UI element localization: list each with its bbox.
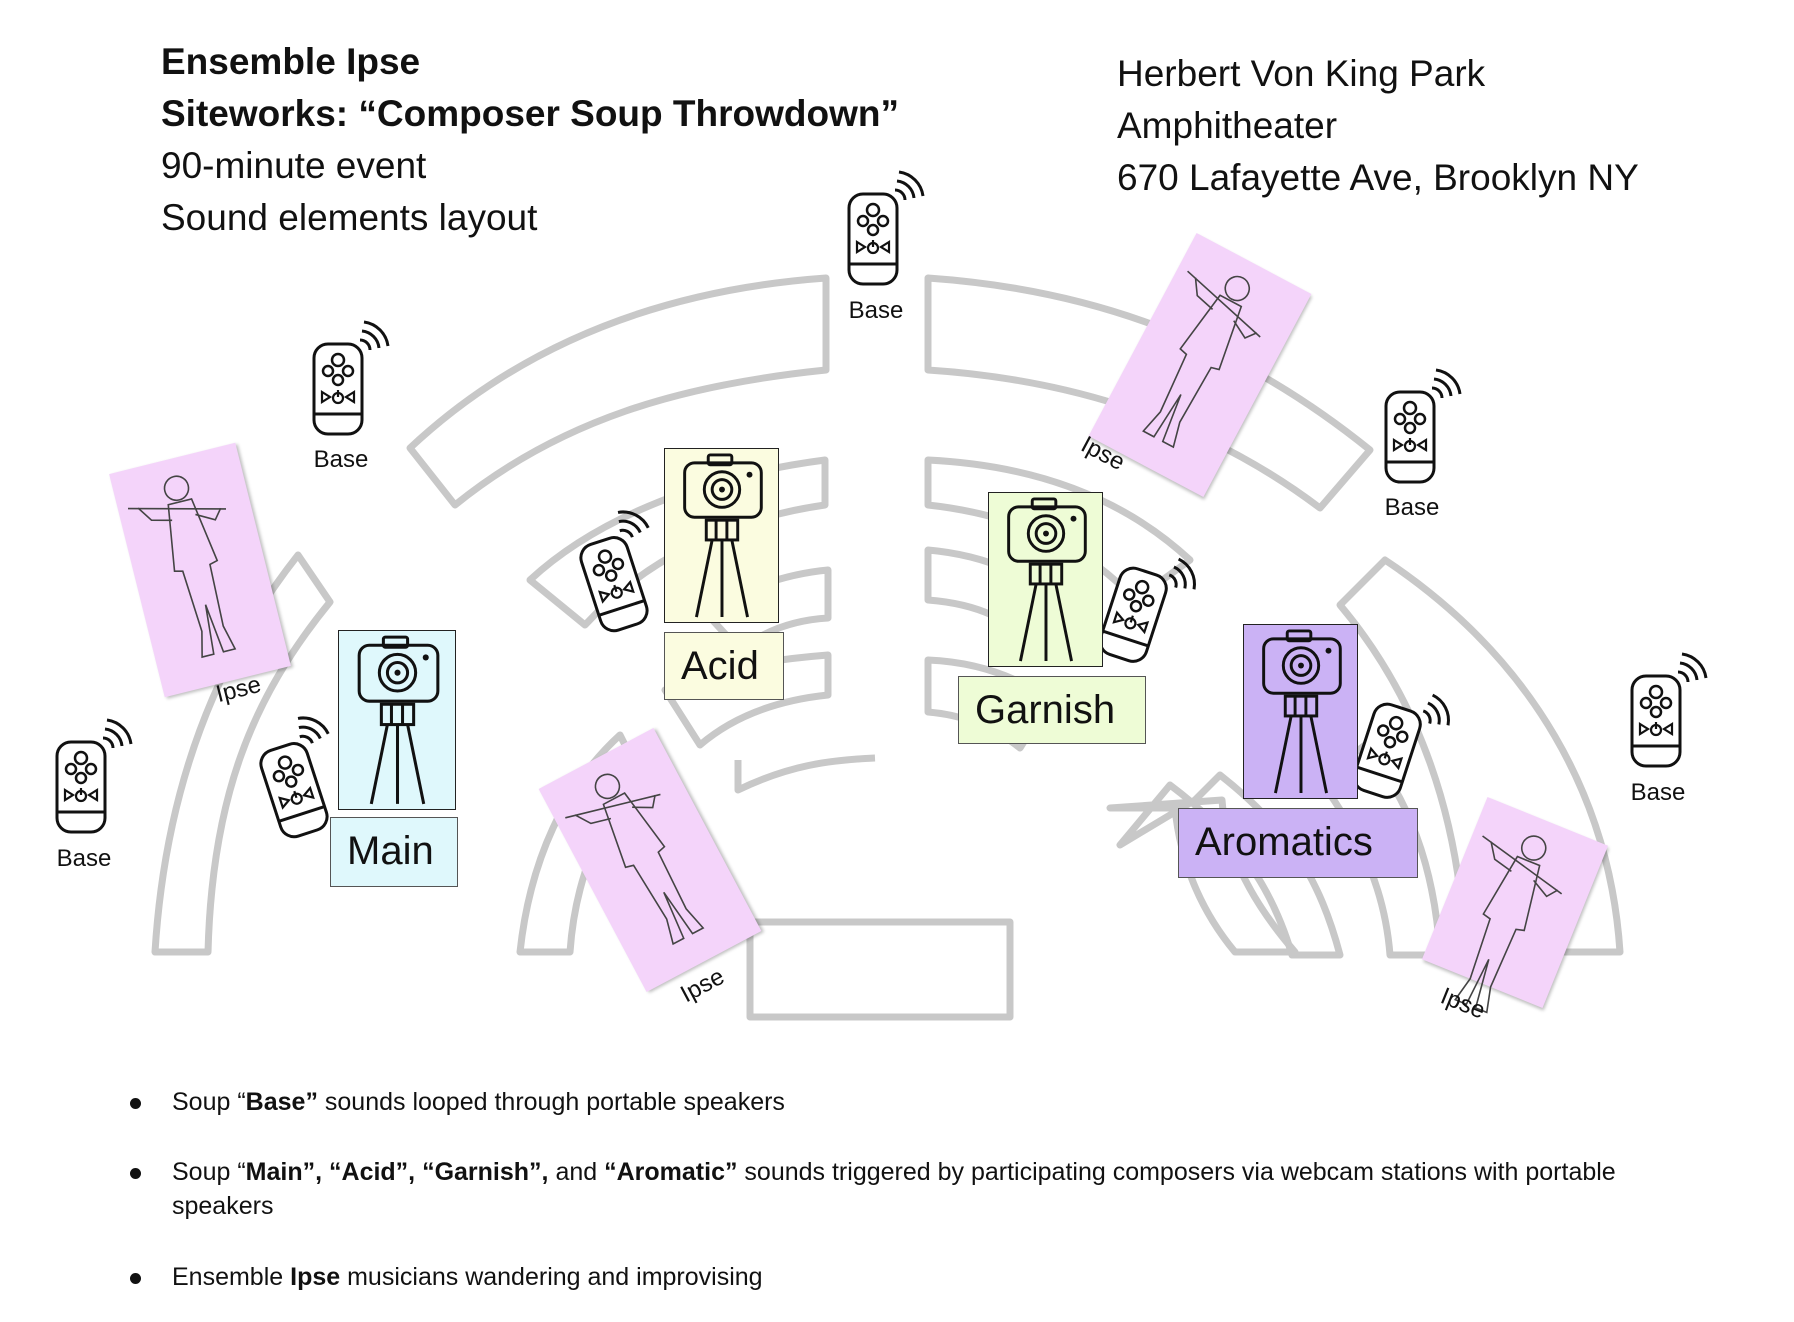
base-speaker-left	[53, 716, 133, 836]
base-speaker-label: Base	[1384, 494, 1440, 521]
header-event-title: Siteworks: “Composer Soup Throwdown”	[161, 93, 899, 134]
speaker-icon	[1382, 366, 1462, 486]
ipse-label: Ipse	[213, 670, 264, 709]
note-text: Soup “Main”, “Acid”, “Garnish”, and “Aromatic” sounds triggered by participating composers via webcam stations with portable speakers	[172, 1158, 1616, 1220]
station-label-acid: Acid	[664, 632, 784, 700]
webcam-tripod-icon	[1244, 625, 1357, 798]
webcam-station-acid	[664, 448, 779, 623]
base-speaker-upper-right	[1382, 366, 1462, 486]
stage-block	[750, 922, 1010, 1017]
ipse-label: Ipse	[1436, 982, 1489, 1025]
webcam-station-garnish	[988, 492, 1103, 667]
speaker-icon	[310, 318, 390, 438]
base-speaker-label: Base	[56, 845, 112, 872]
station-label-main: Main	[330, 817, 458, 887]
base-speaker-upper-left	[310, 318, 390, 438]
base-speaker-label: Base	[313, 446, 369, 473]
base-speaker-top	[845, 168, 925, 288]
venue-type: Amphitheater	[1117, 105, 1338, 146]
ipse-label: Ipse	[676, 962, 729, 1009]
bullet-dot	[130, 1098, 141, 1109]
header-duration: 90-minute event	[161, 145, 427, 186]
station-label-garnish: Garnish	[958, 676, 1146, 744]
webcam-tripod-icon	[989, 493, 1102, 666]
speaker-icon	[53, 716, 133, 836]
speaker-icon	[1628, 650, 1708, 770]
base-speaker-label: Base	[1630, 779, 1686, 806]
webcam-station-main	[338, 630, 456, 810]
webcam-tripod-icon	[665, 449, 778, 622]
ipse-label: Ipse	[1076, 430, 1130, 477]
header-subtitle: Sound elements layout	[161, 197, 538, 238]
header-ensemble-name: Ensemble Ipse	[161, 41, 421, 82]
station-label-aromatics: Aromatics	[1178, 808, 1418, 878]
speaker-icon	[845, 168, 925, 288]
base-speaker-label: Base	[848, 297, 904, 324]
bullet-dot	[130, 1168, 141, 1179]
base-speaker-right	[1628, 650, 1708, 770]
bullet-dot	[130, 1273, 141, 1284]
webcam-station-aromatics	[1243, 624, 1358, 799]
inner-seating-left-arc	[738, 758, 875, 790]
note-text: Soup “Base” sounds looped through portable speakers	[172, 1088, 785, 1116]
venue-address: 670 Lafayette Ave, Brooklyn NY	[1117, 157, 1639, 198]
venue-name: Herbert Von King Park	[1117, 53, 1486, 94]
webcam-tripod-icon	[339, 631, 455, 809]
note-text: Ensemble Ipse musicians wandering and improvising	[172, 1263, 763, 1291]
